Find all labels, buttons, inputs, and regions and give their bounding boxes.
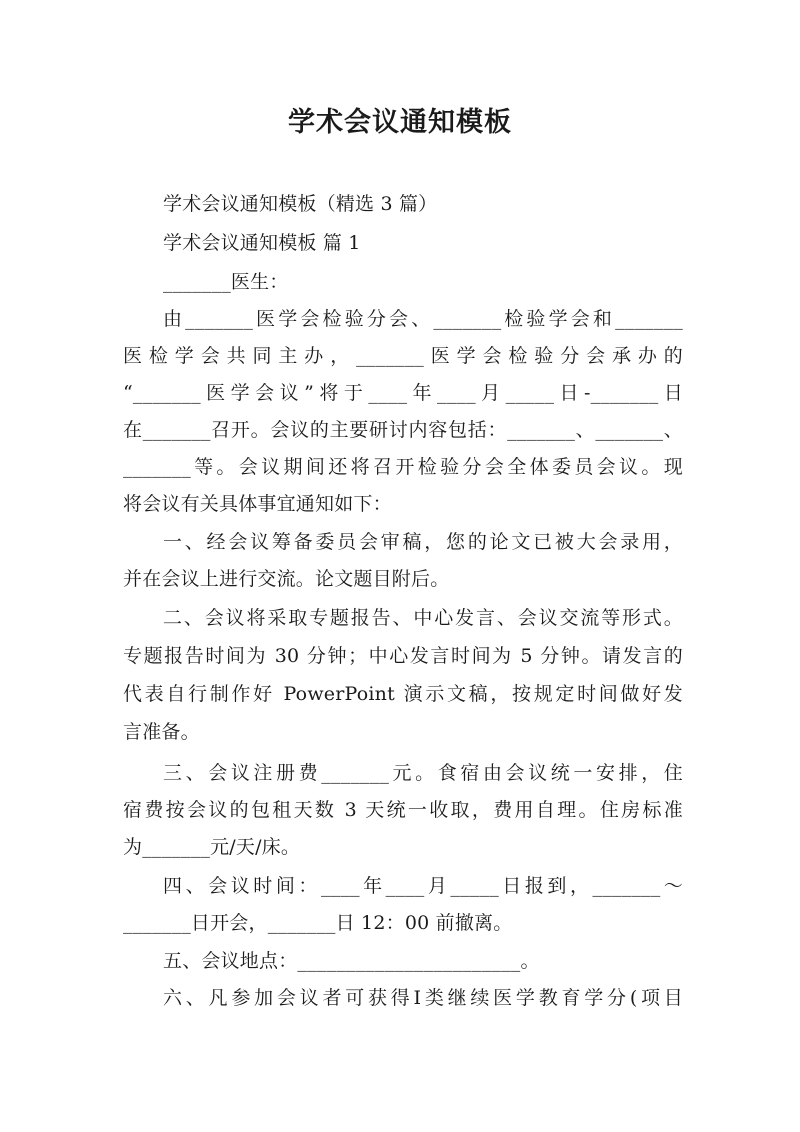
item-six: 六、凡参加会议者可获得Ⅰ类继续医学教育学分(项目 xyxy=(163,987,683,1009)
item-one: 一、经会议筹备委员会审稿，您的论文已被大会录用， xyxy=(163,531,683,553)
document-title: 学术会议通知模板 xyxy=(288,107,512,138)
item-five: 五、会议地点：_______________________。 xyxy=(163,950,540,972)
item-two: 二、会议将采取专题报告、中心发言、会议交流等形式。 xyxy=(163,607,683,629)
body-line: 将会议有关具体事宜通知如下： xyxy=(123,493,392,515)
body-line: 在_______召开。会议的主要研讨内容包括：_______、_______、 xyxy=(123,419,683,441)
body-line: 代表自行制作好 PowerPoint 演示文稿，按规定时间做好发 xyxy=(123,683,683,705)
item-three: 三、会议注册费_______元。食宿由会议统一安排，住 xyxy=(163,762,683,784)
item-four: 四、会议时间：____年____月_____日报到，_______～ xyxy=(163,875,683,897)
salutation: _______医生： xyxy=(163,271,289,293)
body-line: 由_______医学会检验分会、_______检验学会和_______ xyxy=(163,308,683,330)
body-line: “_______医学会议”将于____年____月_____日-_______日 xyxy=(123,382,683,404)
body-line: 并在会议上进行交流。论文题目附后。 xyxy=(123,568,450,590)
body-line: 宿费按会议的包租天数 3 天统一收取，费用自理。住房标准 xyxy=(123,799,683,821)
body-line: _______日开会，_______日 12：00 前撤离。 xyxy=(123,912,513,934)
body-line: 言准备。 xyxy=(123,721,200,743)
body-line: 专题报告时间为 30 分钟；中心发言时间为 5 分钟。请发言的 xyxy=(123,645,683,667)
subtitle-selection: 学术会议通知模板（精选 3 篇） xyxy=(163,193,438,215)
body-line: _______等。会议期间还将召开检验分会全体委员会议。现 xyxy=(123,456,683,478)
subtitle-part: 学术会议通知模板 篇 1 xyxy=(163,232,361,254)
body-line: 医检学会共同主办，_______医学会检验分会承办的 xyxy=(123,345,683,367)
body-line: 为_______元/天/床。 xyxy=(123,836,301,858)
